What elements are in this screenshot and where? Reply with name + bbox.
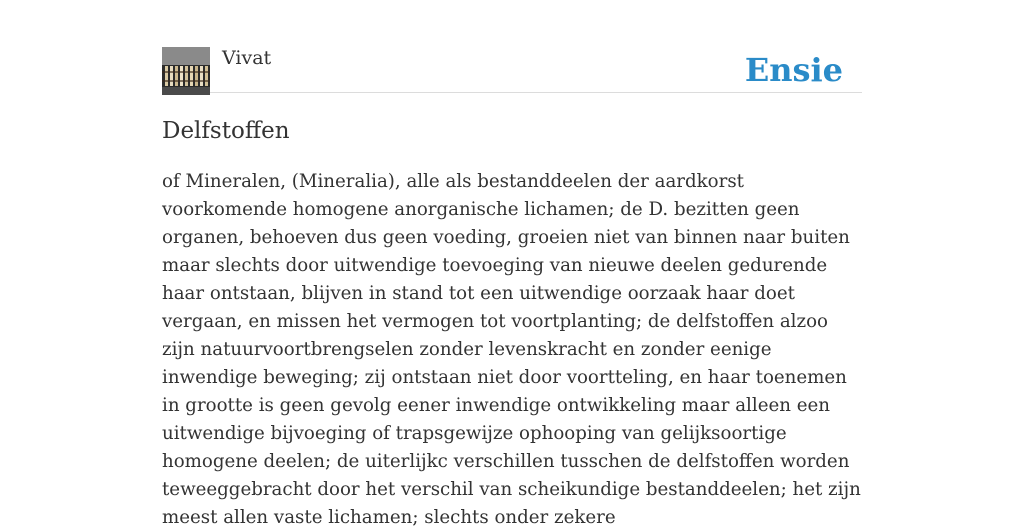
source-name[interactable]: Vivat [222,47,272,69]
page-header [162,46,862,93]
book-spines-avatar-icon[interactable] [162,47,210,95]
page-title: Delfstoffen [162,118,290,144]
article-body: of Mineralen, (Mineralia), alle als bestanddeelen der aardkorst voorkomende homogene anorganische lichamen; de D. bezitten geen organen, behoeven dus geen voeding, groeien niet van binnen naar buiten maar slechts door uitwendige toevoeging van nieuwe deelen gedurende haar ontstaan, blijven in stand tot een uitwendige oorzaak haar doet vergaan, en missen het vermogen tot voortplanting; de delfstoffen alzoo zijn natuurvoortbrengselen zonder levenskracht en zonder eenige inwendige beweging; zij ontstaan niet door voortteling, en haar toenemen in grootte is geen gevolg eener inwendige ontwikkeling maar alleen een uitwendige bijvoeging of trapsgewijze ophooping van gelijksoortige homogene deelen; de uiterlijkc verschillen tusschen de delfstoffen worden teweeggebracht door het verschil van scheikundige bestanddeelen; het zijn meest allen vaste lichamen; slechts onder zekere [162,171,861,528]
brand-logo-link[interactable]: Ensie [744,51,843,89]
